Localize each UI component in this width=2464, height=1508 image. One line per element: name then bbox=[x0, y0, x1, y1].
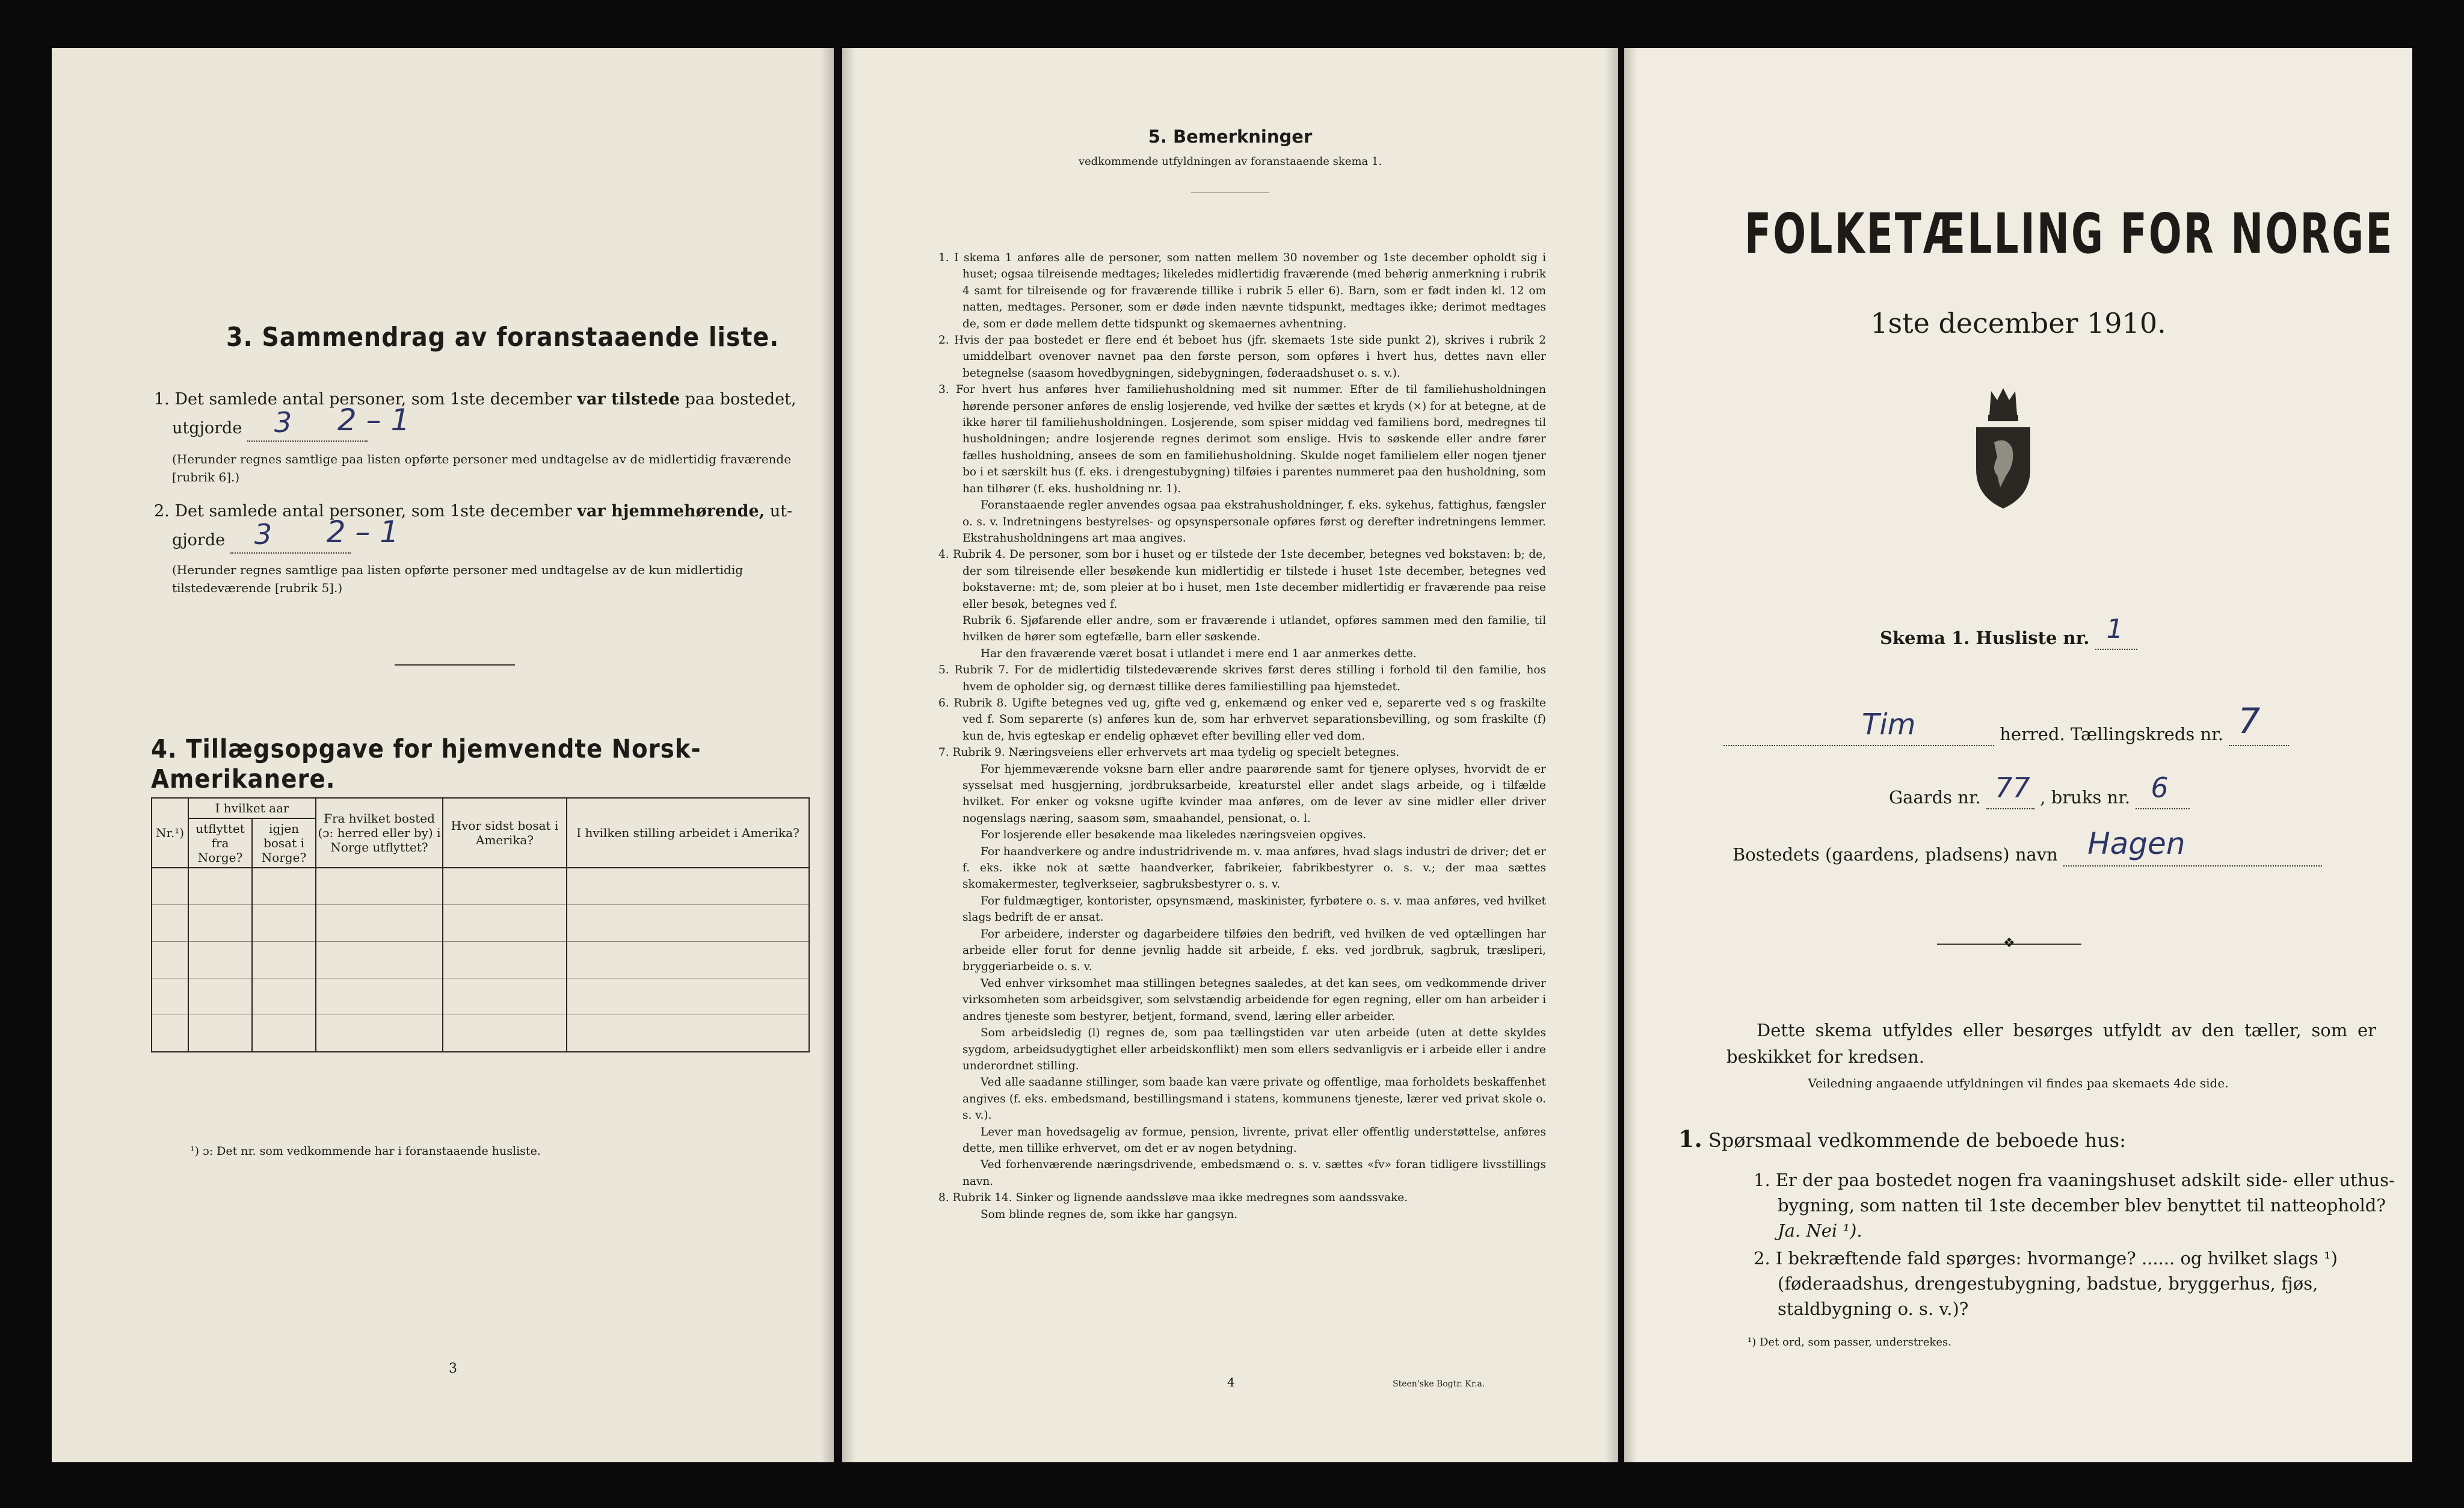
remark-paragraph: 6. Rubrik 8. Ugifte betegnes ved ug, gifte ved g, enkemænd og enker ved e, separerte ved s og fraskilte ved f. Som separerte (s) anføres kun de, som har erhvervet separationsbevilling, og som fraskilte (f) kun de, hvis egteskap er endelig ophævet efter bevilling eller ved dom. bbox=[938, 696, 1546, 743]
remark-paragraph: 2. Hvis der paa bostedet er flere end ét beboet hus (jfr. skemaets 1ste side punkt 2), skrives i rubrik 2 umiddelbart ovenover navnet paa den første person, som opføres i hvert hus, dettes navn eller betegnelse (saasom hovedbygningen, sidebygningen, føderaadshuset o. s. v.). bbox=[938, 334, 1546, 380]
handwritten-split: 2 – 1 bbox=[326, 515, 399, 549]
table-row bbox=[152, 978, 809, 1015]
col-igjen: igjen bosat i Norge? bbox=[252, 818, 316, 868]
page-middle bbox=[842, 48, 1618, 1462]
remark-paragraph: 5. Rubrik 7. For de midlertidig tilstedeværende skrives først deres stilling i forhold til den familie, hos hvem de opholder sig, og dernæst tillike deres familiestilling paa hjemstedet. bbox=[938, 664, 1546, 693]
summary-item-1-value: utgjorde 3 2 – 1 bbox=[172, 415, 368, 442]
remark-paragraph: Ved enhver virksomhet maa stillingen betegnes saaledes, at det kan sees, om vedkommende driver virksomheten som arbeidsgiver, som selvstændig arbeidende for egen regning, eller om han arbeider i andres tjeneste som bestyrer, betjent, formand, svend, læring eller arbeider. bbox=[962, 977, 1546, 1023]
bosted-line: Bostedets (gaardens, pladsens) navn Hagen bbox=[1732, 842, 2322, 867]
page-number: 4 bbox=[1227, 1375, 1235, 1389]
table-row bbox=[152, 942, 809, 978]
form-date: 1ste december 1910. bbox=[1870, 307, 2166, 339]
herred-line: Tim herred. Tællingskreds nr. 7 bbox=[1723, 722, 2385, 746]
page-number: 3 bbox=[449, 1361, 457, 1376]
summary-item-2-value: gjorde 3 2 – 1 bbox=[172, 527, 351, 554]
question-1: 1. Er der paa bostedet nogen fra vaaningshuset adskilt side- eller uthus-bygning, som natten til 1ste december blev benyttet til natteophold? Ja. Nei ¹). bbox=[1754, 1170, 2395, 1241]
remark-paragraph: Foranstaaende regler anvendes ogsaa paa ekstrahusholdninger, f. eks. sykehus, fattighus, fængsler o. s. v. Indretningens bestyrelses- og opsynspersonale opføres først og derefter indretningens lemmer. Ekstrahusholdningens art maa angives. bbox=[962, 499, 1546, 545]
handwritten-bruks-nr: 6 bbox=[2151, 771, 2169, 804]
col-group-year: I hvilket aar bbox=[188, 798, 316, 818]
remarks-list bbox=[938, 250, 1546, 1223]
col-utflyttet: utflyttet fra Norge? bbox=[188, 818, 252, 868]
page-left bbox=[52, 48, 834, 1462]
handwritten-kreds: 7 bbox=[2238, 700, 2261, 741]
handwritten-husliste-nr: 1 bbox=[2106, 614, 2124, 644]
summary-item-1-note: (Herunder regnes samtlige paa listen opførte personer med undtagelse av de midlertidig fraværende [rubrik 6].) bbox=[172, 452, 792, 484]
remark-paragraph: Som arbeidsledig (l) regnes de, som paa tællingstiden var uten arbeide (uten at dette skyldes sygdom, arbeidsudygtighet eller arbeidskonflikt) men som ellers sedvanligvis er i arbeide eller i andre underordnet stilling. bbox=[962, 1027, 1546, 1072]
section5-subtitle: vedkommende utfyldningen av foranstaaende skema 1. bbox=[1078, 155, 1382, 168]
remark-paragraph: Ved alle saadanne stillinger, som baade kan være private og offentlige, maa forholdets beskaffenhet angives (f. eks. embedsmand, bestillingsmand i statens, kommunens tjeneste, lærer ved privat skole o. s. v.). bbox=[962, 1076, 1546, 1122]
skema-line: Skema 1. Husliste nr. 1 bbox=[1880, 626, 2137, 650]
remark-paragraph: For losjerende eller besøkende maa likeledes næringsveien opgives. bbox=[981, 829, 1367, 842]
section3-title: 3. Sammendrag av foranstaaende liste. bbox=[226, 322, 780, 353]
divider bbox=[395, 664, 515, 666]
remark-paragraph: Har den fraværende været bosat i utlandet i mere end 1 aar anmerkes dette. bbox=[981, 647, 1417, 660]
page-fold bbox=[1624, 48, 1637, 1462]
handwritten-count: 3 bbox=[274, 406, 292, 439]
summary-item-2-note: (Herunder regnes samtlige paa listen opførte personer med undtagelse av de kun midlertidig tilstedeværende [rubrik 5].) bbox=[172, 563, 744, 595]
table-footnote: ¹) ɔ: Det nr. som vedkommende har i foranstaaende husliste. bbox=[190, 1145, 541, 1158]
page-fold bbox=[842, 48, 855, 1462]
norsk-amerikanere-table bbox=[151, 797, 810, 1052]
handwritten-gaards-nr: 77 bbox=[1995, 771, 2030, 804]
remark-paragraph: For arbeidere, inderster og dagarbeidere tilføies den bedrift, ved hvilken de ved optællingen har arbeide eller forut for denne jevnlig hadde sit arbeide, f. eks. ved jordbruk, sagbruk, træsliperi, bryggeriarbeide o. s. v. bbox=[962, 927, 1546, 974]
section4-title: 4. Tillægsopgave for hjemvendte Norsk-Amerikanere. bbox=[151, 734, 701, 794]
summary-item-1: 1. Det samlede antal personer, som 1ste december var tilstede paa bostedet, bbox=[154, 390, 796, 409]
remark-paragraph: Rubrik 6. Sjøfarende eller andre, som er fraværende i utlandet, opføres sammen med den familie, til hvilken de hører som egtefælle, barn eller søskende. bbox=[962, 614, 1546, 644]
handwritten-herred: Tim bbox=[1862, 708, 1916, 741]
remark-paragraph: Lever man hovedsagelig av formue, pension, livrente, privat eller offentlig understøttelse, anføres dette, men tillike erhvervet, om det er av nogen betydning. bbox=[962, 1125, 1546, 1155]
question-heading: 1. Spørsmaal vedkommende de beboede hus: bbox=[1678, 1125, 2126, 1152]
remark-paragraph: For fuldmægtiger, kontorister, opsynsmænd, maskinister, fyrbøtere o. s. v. maa anføres, ved hvilket slags bedrift de er ansat. bbox=[962, 894, 1546, 924]
remark-paragraph: Ved forhenværende næringsdrivende, embedsmænd o. s. v. sættes «fv» foran tidligere livsstillings navn. bbox=[962, 1158, 1546, 1188]
ornament-icon: ❖ bbox=[2003, 936, 2015, 951]
gaards-line: Gaards nr. 77 , bruks nr. 6 bbox=[1889, 785, 2190, 809]
remark-paragraph: 3. For hvert hus anføres hver familiehusholdning med sit nummer. Efter de til familiehusholdningen hørende personer anføres de enslig losjerende, ved hvilke der sættes et kryds (×) for at betegne, at de ikke hører til familiehusholdningen. Losjerende, som spiser middag ved familiens bord, medregnes til husholdningen; andre losjerende regnes derimot som enslige. Hvis to søskende eller andre fører fælles husholdning, ansees de som en familiehusholdning. Skulde noget familielem eller nogen tjener bo i et særskilt hus (f. eks. i drengestubygning) tilføies i parentes nummeret paa den husholdning, som han tilhører (f. eks. husholdning nr. 1). bbox=[938, 383, 1546, 495]
col-nr: Nr.¹) bbox=[152, 798, 188, 868]
col-stilling: I hvilken stilling arbeidet i Amerika? bbox=[567, 798, 809, 868]
form-title: FOLKETÆLLING FOR NORGE bbox=[1745, 202, 2394, 266]
coat-of-arms-icon bbox=[1964, 385, 2042, 511]
table-row bbox=[152, 905, 809, 942]
handwritten-bosted: Hagen bbox=[2087, 826, 2185, 861]
remark-paragraph: For haandverkere og andre industridrivende m. v. maa anføres, hvad slags industri de driver; det er f. eks. ikke nok at sætte haandverker, fabrikeier, fabrikbestyrer o. s. v.; der maa sættes skomakermester, teglverkseier, sagbruksbestyrer o. s. v. bbox=[962, 845, 1546, 891]
remark-paragraph: Som blinde regnes de, som ikke har gangsyn. bbox=[981, 1208, 1238, 1221]
table-row bbox=[152, 1015, 809, 1052]
printer-mark: Steen'ske Bogtr. Kr.a. bbox=[1393, 1379, 1485, 1389]
remark-paragraph: 1. I skema 1 anføres alle de personer, som natten mellem 30 november og 1ste december opholdt sig i huset; ogsaa tilreisende medtages; likeledes midlertidig fraværende (med behørig anmerkning i rubrik 4 samt for tilreisende og for fraværende tillike i rubrik 5 eller 6). Barn, som er født inden kl. 12 om natten, medtages. Personer, som er døde inden nævnte tidspunkt, medtages ikke; derimot medtages de, som er døde mellem dette tidspunkt og skemaernes avhentning. bbox=[938, 252, 1546, 330]
col-fra: Fra hvilket bosted (ɔ: herred eller by) i Norge utflyttet? bbox=[316, 798, 443, 868]
remark-paragraph: For hjemmeværende voksne barn eller andre paarørende samt for tjenere oplyses, hvorvidt de er sysselsat med husgjerning, jordbruksarbeide, kreaturstel eller andet slags arbeide, og i tilfælde hvilket. For enker og voksne ugifte kvinder maa anføres, om de lever av sine midler eller driver nogenslags næring, saasom søm, smaahandel, pensionat, o. l. bbox=[962, 762, 1546, 825]
page-right bbox=[1624, 48, 2412, 1462]
handwritten-split: 2 – 1 bbox=[337, 403, 410, 437]
instruction: Dette skema utfyldes eller besørges utfyldt av den tæller, som er beskikket for kredsen. bbox=[1726, 1020, 2376, 1067]
handwritten-count: 3 bbox=[254, 518, 272, 551]
remark-paragraph: 7. Rubrik 9. Næringsveiens eller erhvervets art maa tydelig og specielt betegnes. bbox=[938, 746, 1400, 759]
instruction-note: Veiledning angaaende utfyldningen vil findes paa skemaets 4de side. bbox=[1808, 1076, 2229, 1090]
page-fold bbox=[1605, 48, 1618, 1462]
table-row bbox=[152, 868, 809, 905]
footnote: ¹) Det ord, som passer, understrekes. bbox=[1748, 1336, 1951, 1349]
summary-item-2: 2. Det samlede antal personer, som 1ste december var hjemmehørende, ut- bbox=[154, 502, 793, 521]
section5-title: 5. Bemerkninger bbox=[1148, 126, 1313, 147]
question-2: 2. I bekræftende fald spørges: hvormange? ...... og hvilket slags ¹) (føderaadshus, drengestubygning, badstue, bryggerhus, fjøs, staldbygning o. s. v.)? bbox=[1754, 1248, 2338, 1319]
remark-paragraph: 8. Rubrik 14. Sinker og lignende aandssløve maa ikke medregnes som aandssvake. bbox=[938, 1191, 1408, 1205]
remark-paragraph: 4. Rubrik 4. De personer, som bor i huset og er tilstede der 1ste december, betegnes ved bokstaven: b; de, der som tilreisende eller besøkende kun midlertidig er tilstede i huset 1ste december, betegnes ved bokstaverne: mt; de, som pleier at bo i huset, men 1ste december midlertidig er fraværende paa reise eller besøk, betegnes ved f. bbox=[938, 548, 1546, 611]
col-hvor: Hvor sidst bosat i Amerika? bbox=[443, 798, 567, 868]
answer-options: Ja. Nei ¹). bbox=[1778, 1220, 1862, 1241]
